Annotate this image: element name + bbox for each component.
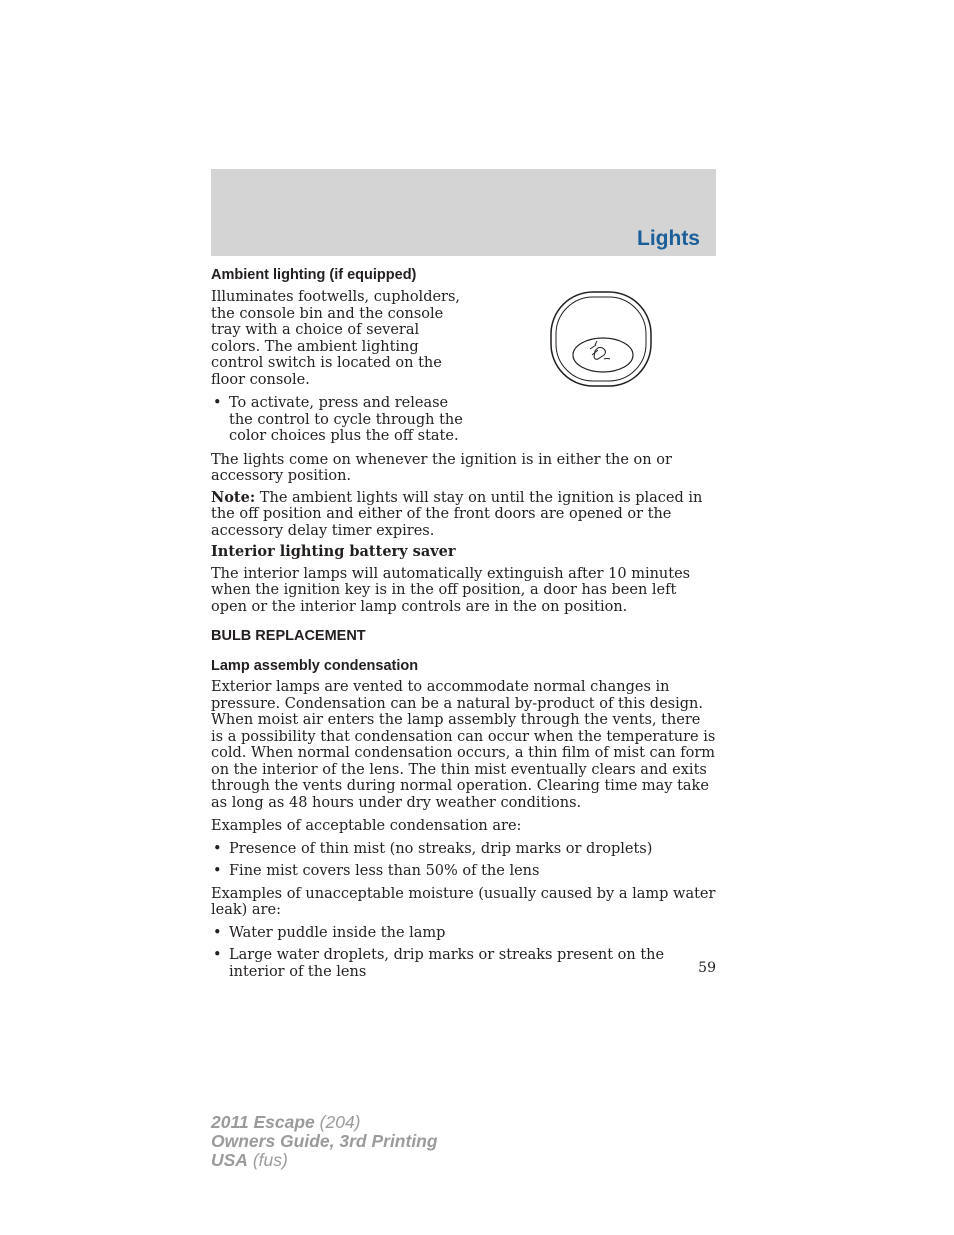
unacceptable-intro: Examples of unacceptable moisture (usually caused by a lamp water leak) are: <box>211 885 716 918</box>
footer-market: USA <box>211 1150 248 1170</box>
condensation-paragraph: Exterior lamps are vented to accommodate normal changes in pressure. Condensation can be a natural by-product of this design. When moist air enters the lamp assembly through the vents, there is a possibility that condensation can occur when the temperature is cold. When normal condensation occurs, a thin film of mist can form on the interior of the lens. The thin mist eventually clears and exits through the vents during normal operation. Clearing time may take as long as 48 hours under dry weather conditions. <box>211 679 716 811</box>
ambient-on-paragraph: The lights come on whenever the ignition is in either the on or accessory position. <box>211 451 672 484</box>
note-label: Note: <box>211 488 256 506</box>
page-number: 59 <box>698 960 716 976</box>
battery-saver-heading: Interior lighting battery saver <box>211 543 456 560</box>
list-item: • Water puddle inside the lamp <box>211 925 716 942</box>
list-item: • To activate, press and release the control to cycle through the color choices plus the off state. <box>211 395 466 445</box>
battery-saver-text: The interior lamps will automatically extinguish after 10 minutes when the ignition key is in the off position, a door has been left open or the interior lamp controls are in the on position. <box>211 565 691 615</box>
ambient-light-switch-icon <box>546 289 656 389</box>
document-footer <box>211 1113 438 1170</box>
ambient-intro-paragraph: Illuminates footwells, cupholders, the console bin and the console tray with a choice of several colors. The ambient lighting control switch is located on the floor console. <box>211 289 461 388</box>
ambient-bullet-list <box>211 395 466 445</box>
section-title: Lights <box>637 227 700 250</box>
condensation-heading: Lamp assembly condensation <box>211 658 419 674</box>
footer-market-code: (fus) <box>247 1150 288 1170</box>
bulb-replacement-heading: BULB REPLACEMENT <box>211 628 366 644</box>
list-item: • Large water droplets, drip marks or streaks present on the interior of the lens <box>211 947 716 980</box>
footer-model-code: (204) <box>314 1112 361 1132</box>
list-item: • Fine mist covers less than 50% of the lens <box>211 863 716 880</box>
ambient-switch-figure <box>466 289 716 439</box>
ambient-intro-block <box>211 289 716 445</box>
note-text: The ambient lights will stay on until the ignition is placed in the off position and either of the front doors are opened or the accessory delay timer expires. <box>211 489 703 539</box>
footer-model: 2011 Escape <box>211 1112 315 1132</box>
ambient-heading: Ambient lighting (if equipped) <box>211 267 417 283</box>
footer-guide: Owners Guide, 3rd Printing <box>211 1131 438 1151</box>
acceptable-list <box>211 841 716 880</box>
footer-line-2 <box>211 1132 438 1151</box>
ambient-intro-text <box>211 289 466 445</box>
list-item: • Presence of thin mist (no streaks, drip marks or droplets) <box>211 841 716 858</box>
footer-line-1 <box>211 1113 438 1132</box>
ambient-note <box>211 490 716 540</box>
footer-line-3 <box>211 1151 438 1170</box>
page-content <box>211 266 716 980</box>
section-header-bar <box>211 169 716 256</box>
acceptable-intro: Examples of acceptable condensation are: <box>211 818 522 834</box>
